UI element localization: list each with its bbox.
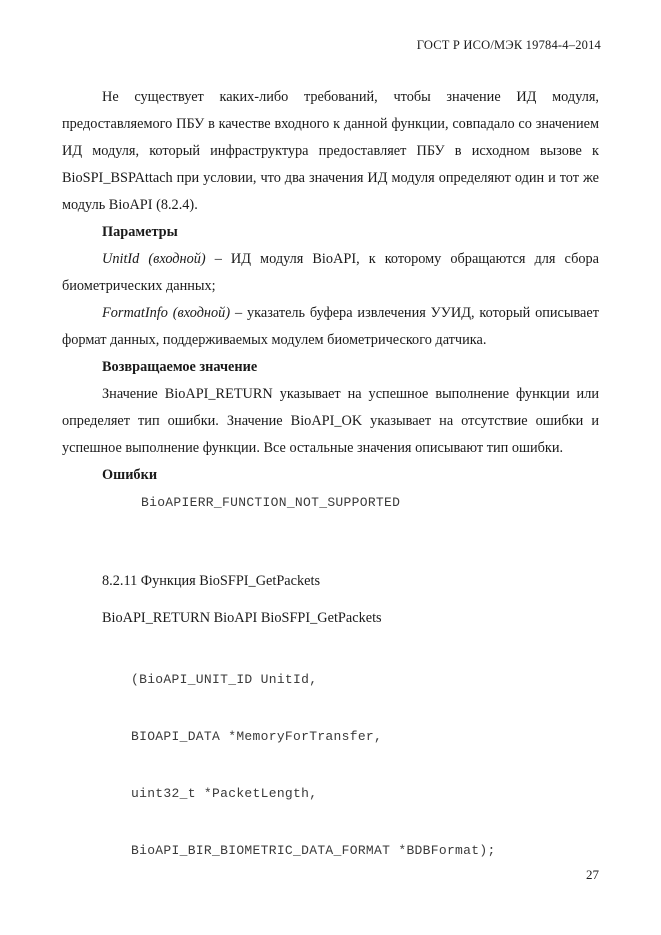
page-body bbox=[62, 84, 599, 894]
section-title: 8.2.11 Функция BioSFPI_GetPackets bbox=[102, 573, 321, 589]
document-header: ГОСТ Р ИСО/МЭК 19784-4–2014 bbox=[416, 38, 601, 52]
parameter-unitid bbox=[62, 246, 599, 300]
function-signature: BioAPI_RETURN BioAPI BioSFPI_GetPackets bbox=[102, 610, 382, 626]
function-parameter-line: BIOAPI_DATA *MemoryForTransfer, bbox=[131, 729, 383, 744]
parameter-unitid-name: UnitId (входной) bbox=[102, 251, 206, 267]
function-parameter-line: uint32_t *PacketLength, bbox=[131, 786, 318, 801]
parameters-heading: Параметры bbox=[102, 224, 178, 240]
function-parameter-line: BioAPI_BIR_BIOMETRIC_DATA_FORMAT *BDBFormat); bbox=[131, 843, 496, 858]
parameter-formatinfo-name: FormatInfo (входной) bbox=[102, 305, 231, 321]
return-value-heading: Возвращаемое значение bbox=[102, 359, 258, 375]
parameter-formatinfo bbox=[62, 300, 599, 354]
parameter-unitid-description: – ИД модуля BioAPI, к которому обращаются для сбора биометрических данных; bbox=[62, 251, 599, 294]
error-code: BioAPIERR_FUNCTION_NOT_SUPPORTED bbox=[141, 495, 401, 510]
parameter-formatinfo-description: – указатель буфера извлечения УУИД, который описывает формат данных, поддерживаемых модулем биометрического датчика. bbox=[62, 305, 599, 348]
page-number: 27 bbox=[586, 867, 599, 882]
return-value-paragraph: Значение BioAPI_RETURN указывает на успешное выполнение функции или определяет тип ошибки. Значение BioAPI_OK указывает на отсутствие ошибки и успешное выполнение функции. Все остальные значения описывают тип ошибки. bbox=[62, 386, 599, 456]
intro-paragraph: Не существует каких-либо требований, чтобы значение ИД модуля, предоставляемого ПБУ в качестве входного к данной функции, совпадало со значением ИД модуля, который инфраструктура предоставляет ПБУ в исходном вызове к BioSPI_BSPAttach при условии, что два значения ИД модуля определяют один и тот же модуль BioAPI (8.2.4). bbox=[62, 89, 599, 213]
function-parameters bbox=[62, 636, 599, 894]
function-parameter-line: (BioAPI_UNIT_ID UnitId, bbox=[131, 672, 318, 687]
errors-heading: Ошибки bbox=[102, 467, 158, 483]
